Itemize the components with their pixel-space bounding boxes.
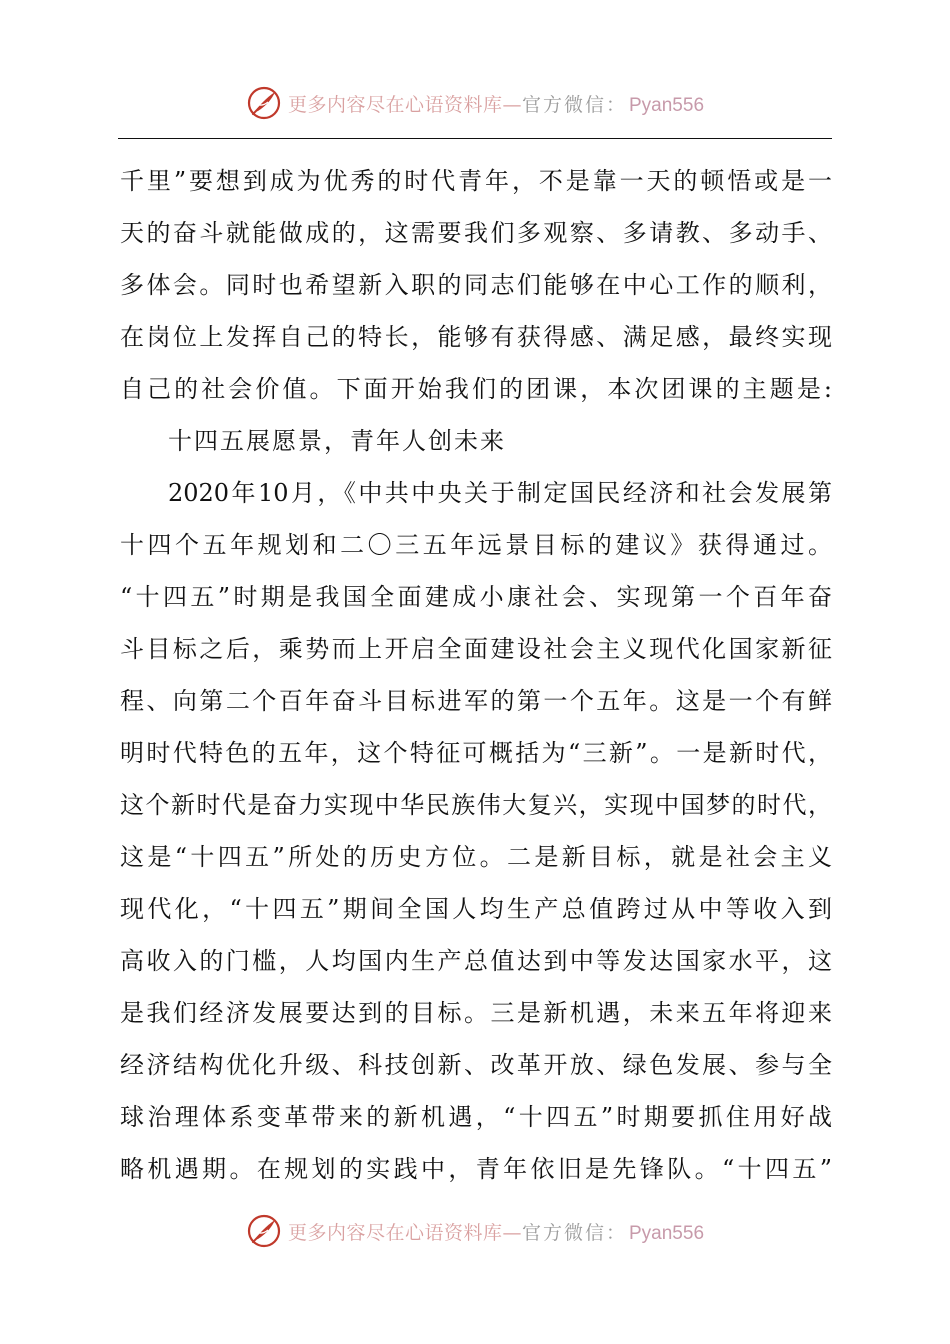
footer-banner-id: Pyan556 xyxy=(629,1222,705,1244)
body-line: 2020年10月，《中共中央关于制定国民经济和社会发展第 xyxy=(168,479,832,507)
document-body xyxy=(120,155,832,1195)
header-banner-wechat: 官方微信： xyxy=(521,93,627,116)
footer-banner-wechat: 官方微信： xyxy=(521,1221,627,1244)
body-line: 高收入的门槛，人均国内生产总值达到中等发达国家水平，这 xyxy=(120,947,832,975)
body-line: 程、向第二个百年奋斗目标进军的第一个五年。这是一个有鲜 xyxy=(120,687,832,715)
body-line: 是我们经济发展要达到的目标。三是新机遇，未来五年将迎来 xyxy=(120,999,832,1027)
quill-pen-logo-icon xyxy=(246,1213,282,1249)
lesson-theme-heading: 十四五展愿景，青年人创未来 xyxy=(168,427,506,455)
footer-banner xyxy=(0,1211,950,1251)
body-line: 这是“十四五”所处的历史方位。二是新目标，就是社会主义 xyxy=(120,843,832,871)
quill-pen-logo-icon xyxy=(246,85,282,121)
footer-banner-text xyxy=(288,1218,704,1245)
body-line: 斗目标之后，乘势而上开启全面建设社会主义现代化国家新征 xyxy=(120,635,832,663)
header-banner xyxy=(0,83,950,123)
header-divider xyxy=(118,138,832,139)
body-line: 天的奋斗就能做成的，这需要我们多观察、多请教、多动手、 xyxy=(120,219,832,247)
body-line: 自己的社会价值。下面开始我们的团课，本次团课的主题是: xyxy=(120,375,832,403)
header-banner-main: 更多内容尽在心语资料库— xyxy=(287,93,522,116)
footer-banner-main: 更多内容尽在心语资料库— xyxy=(287,1221,522,1244)
body-line: 多体会。同时也希望新入职的同志们能够在中心工作的顺利， xyxy=(120,271,832,299)
body-line: “十四五”时期是我国全面建成小康社会、实现第一个百年奋 xyxy=(120,583,832,611)
body-line: 十四个五年规划和二〇三五年远景目标的建议》获得通过。 xyxy=(120,531,832,559)
body-line: 在岗位上发挥自己的特长，能够有获得感、满足感，最终实现 xyxy=(120,323,832,351)
header-banner-text xyxy=(288,90,704,117)
body-line: 明时代特色的五年，这个特征可概括为“三新”。一是新时代， xyxy=(120,739,832,767)
body-line: 经济结构优化升级、科技创新、改革开放、绿色发展、参与全 xyxy=(120,1051,832,1079)
body-line: 现代化，“十四五”期间全国人均生产总值跨过从中等收入到 xyxy=(120,895,832,923)
body-line: 千里”要想到成为优秀的时代青年，不是靠一天的顿悟或是一 xyxy=(120,167,832,195)
body-line: 这个新时代是奋力实现中华民族伟大复兴，实现中国梦的时代， xyxy=(120,791,832,819)
body-line: 略机遇期。在规划的实践中，青年依旧是先锋队。“十四五” xyxy=(120,1155,832,1183)
body-line: 球治理体系变革带来的新机遇，“十四五”时期要抓住用好战 xyxy=(120,1103,832,1131)
header-banner-id: Pyan556 xyxy=(629,94,705,116)
